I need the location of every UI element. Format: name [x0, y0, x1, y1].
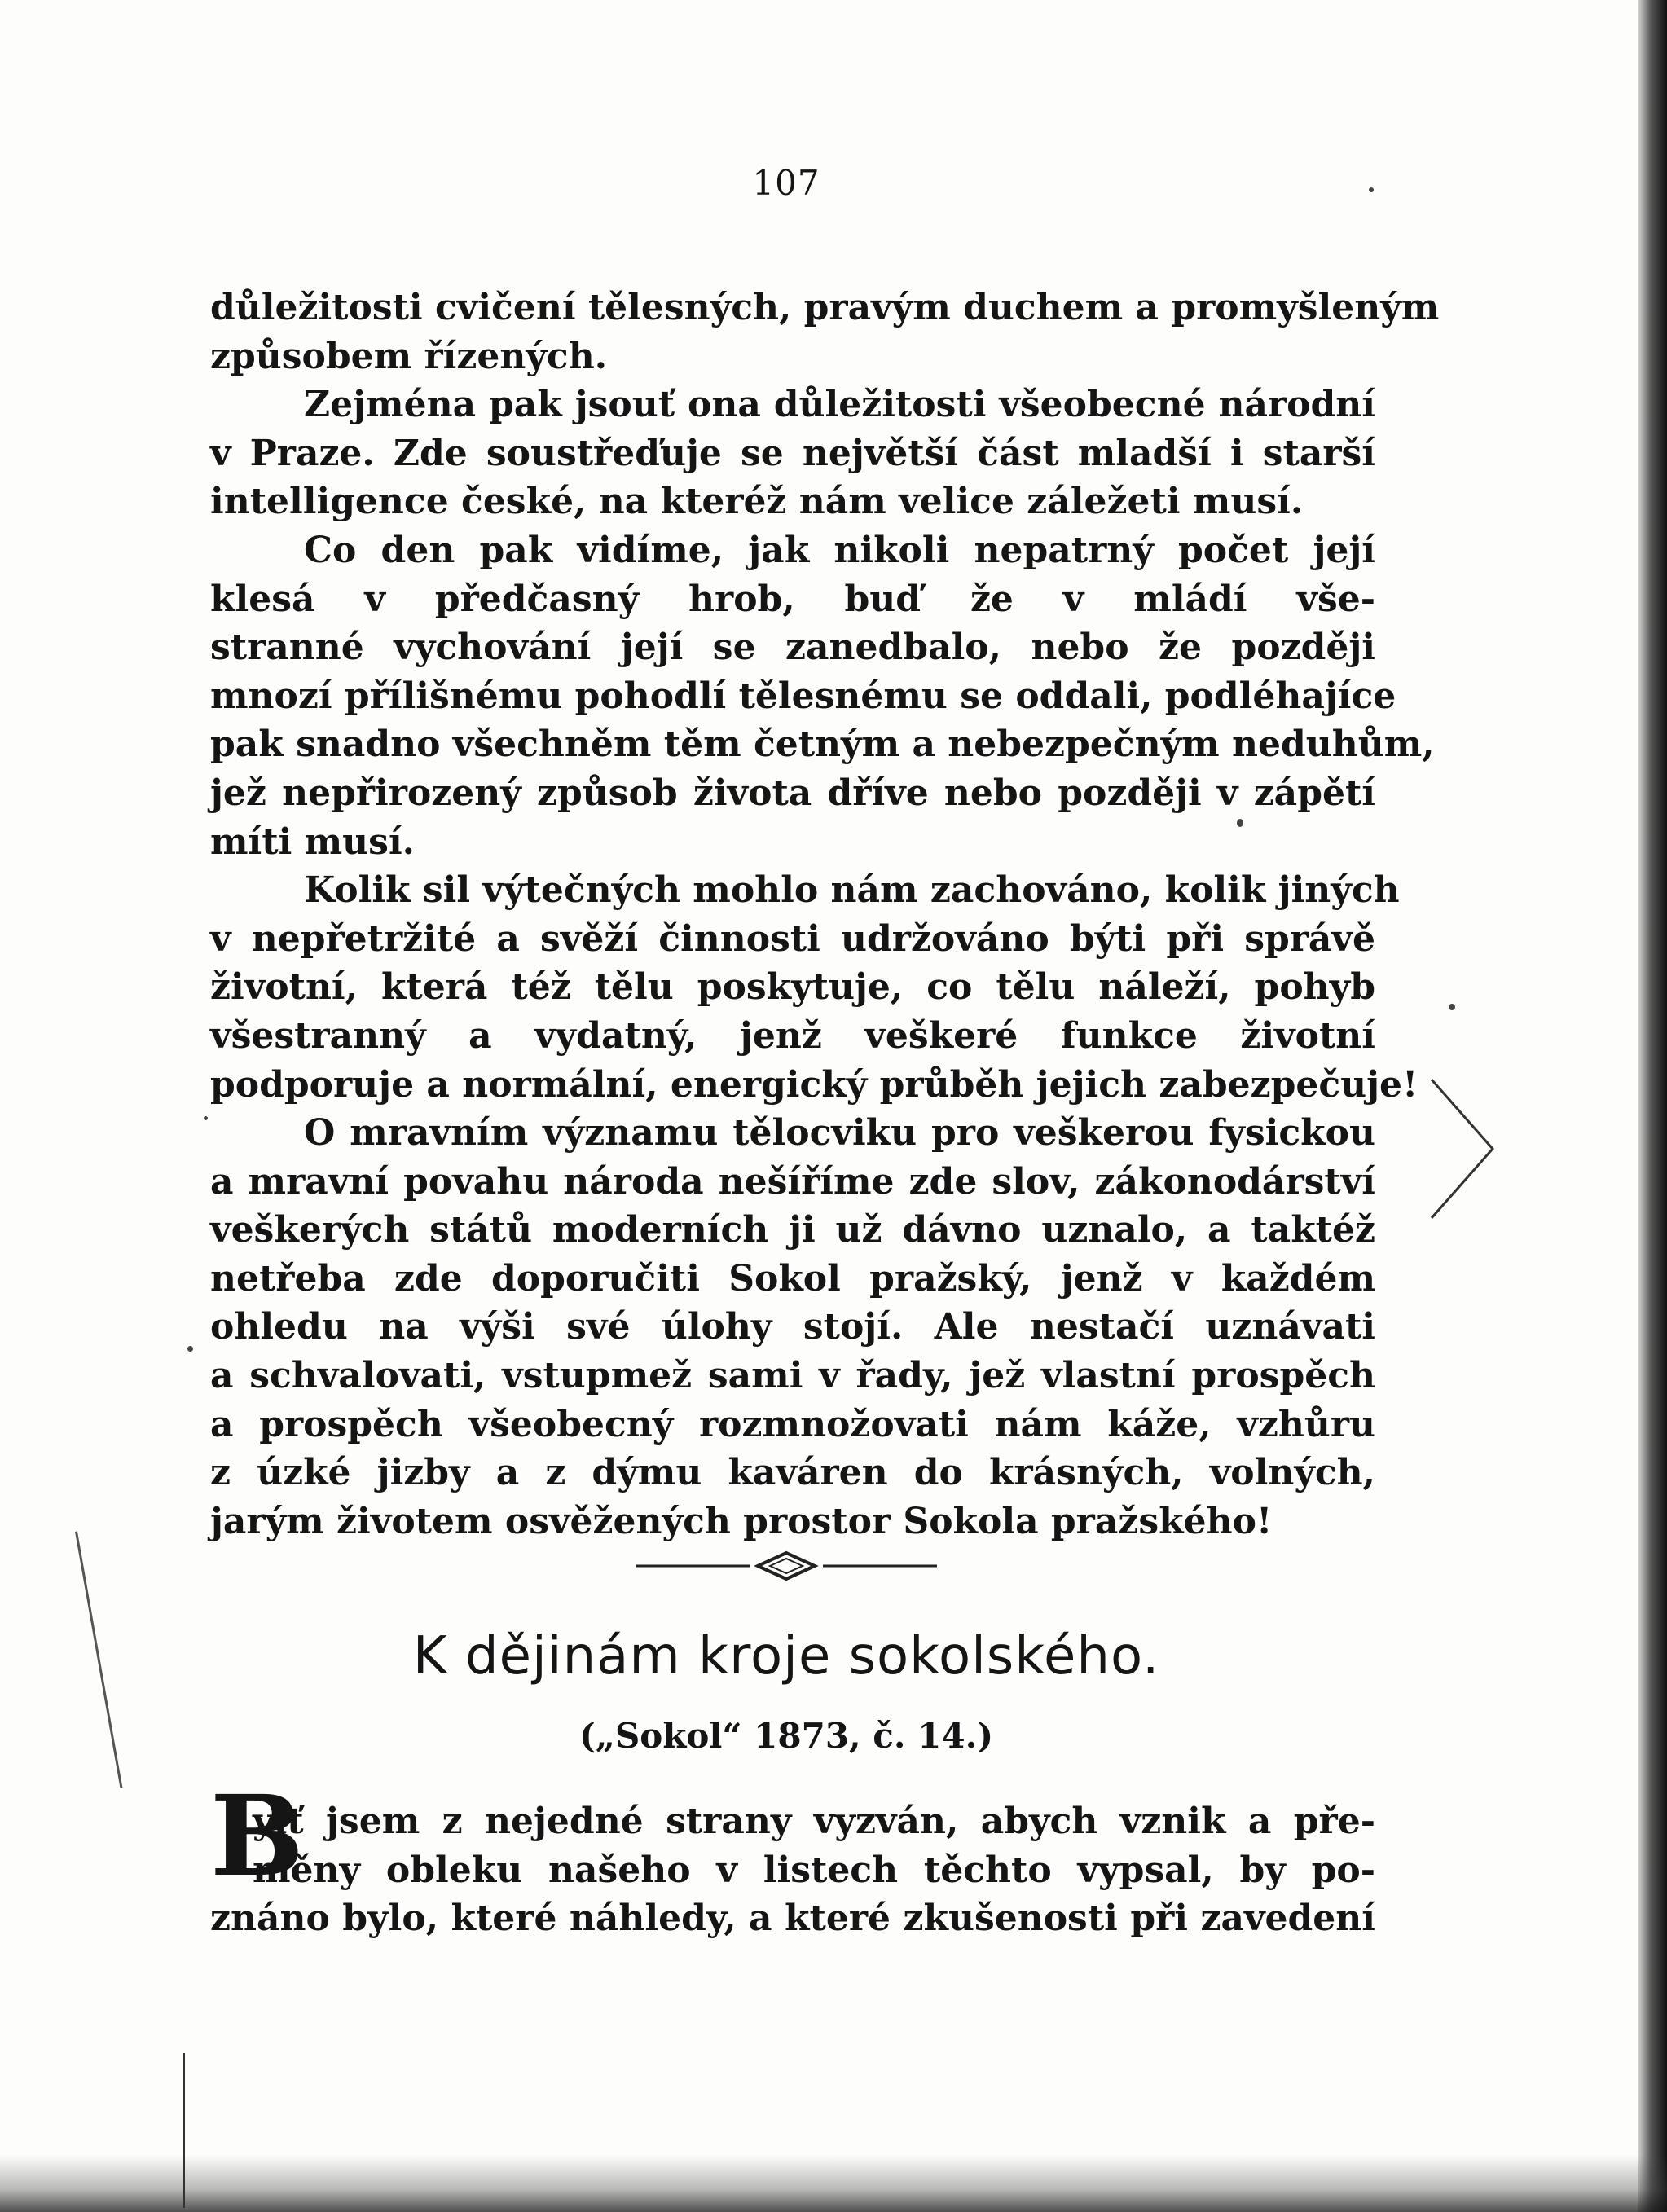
text-line: z úzké jizby a z dýmu kaváren do krásných, volných, — [210, 1452, 1375, 1494]
text-line: Zejména pak jsouť ona důležitosti všeobecné národní — [304, 384, 1375, 426]
scan-speck — [1237, 819, 1243, 827]
text-line: a prospěch všeobecný rozmnožovati nám káže, vzhůru — [210, 1403, 1375, 1445]
body-text-section-2 — [210, 1797, 1375, 1943]
text-line: míti musí. — [210, 820, 415, 863]
text-line: Co den pak vidíme, jak nikoli nepatrný počet její — [304, 529, 1375, 571]
scan-speck — [1369, 187, 1374, 192]
text-line: mnozí přílišnému pohodlí tělesnému se oddali, podléhajíce — [210, 675, 1396, 717]
scan-speck — [187, 1346, 193, 1352]
page-edge-shadow — [1638, 0, 1667, 2212]
scan-speck — [204, 1116, 208, 1120]
text-line: v Praze. Zde soustřeďuje se největší část mladší i starší — [210, 432, 1375, 474]
margin-mark — [183, 2053, 185, 2208]
text-line: stranné vychování její se zanedbalo, nebo že později — [210, 627, 1375, 669]
margin-bracket-mark — [1427, 1075, 1501, 1222]
text-line: měny obleku našeho v listech těchto vypsal, by po- — [253, 1849, 1375, 1891]
body-text-section-1 — [210, 284, 1440, 1546]
text-line: Kolik sil výtečných mohlo nám zachováno, kolik jiných — [304, 869, 1400, 912]
text-line: ylť jsem z nejedné strany vyzván, abych vznik a pře- — [253, 1801, 1375, 1842]
text-line: způsobem řízených. — [210, 335, 608, 377]
text-line: intelligence české, na kteréž nám velice záležeti musí. — [210, 481, 1304, 523]
text-line: podporuje a normální, energický průběh jejich zabezpečuje! — [210, 1063, 1418, 1106]
text-line: jež nepřirozený způsob života dříve nebo později v zápětí — [210, 772, 1375, 814]
text-line: všestranný a vydatný, jenž veškeré funkce životní — [210, 1014, 1375, 1057]
page-bottom-shadow — [0, 2155, 1667, 2212]
text-line: ohledu na výši své úlohy stojí. Ale nestačí uznávati — [210, 1306, 1375, 1348]
decorative-initial-letter: B — [210, 1771, 304, 1902]
text-line: a schvalovati, vstupmež sami v řady, jež vlastní prospěch — [210, 1355, 1375, 1397]
section-heading: K dějinám kroje sokolského. — [412, 1626, 1160, 1686]
text-line: jarým životem osvěžených prostor Sokola pražského! — [210, 1500, 1273, 1542]
text-line: životní, která též tělu poskytuje, co tělu náleží, pohyb — [210, 966, 1375, 1009]
text-line: klesá v předčasný hrob, buď že v mládí vše- — [210, 578, 1375, 620]
text-line: znáno bylo, které náhledy, a které zkušenosti při zavedení — [210, 1898, 1375, 1940]
scan-speck — [1449, 1004, 1455, 1010]
section-divider-ornament — [636, 1546, 937, 1585]
text-line: veškerých států moderních ji už dávno uznalo, a taktéž — [210, 1209, 1375, 1251]
page-number: 107 — [752, 163, 820, 203]
text-line: O mravním významu tělocviku pro veškerou fysickou — [304, 1112, 1375, 1154]
text-line: v nepřetržité a svěží činnosti udržováno býti při správě — [210, 917, 1375, 960]
text-line: netřeba zde doporučiti Sokol pražský, jenž v každém — [210, 1257, 1375, 1299]
text-line: pak snadno všechněm těm četným a nebezpečným neduhům, — [210, 723, 1435, 766]
text-line: důležitosti cvičení tělesných, pravým duchem a promyšleným — [210, 287, 1440, 328]
section-source-citation: („Sokol“ 1873, č. 14.) — [578, 1716, 994, 1756]
text-line: a mravní povahu národa nešíříme zde slov, zákonodárství — [210, 1160, 1375, 1203]
